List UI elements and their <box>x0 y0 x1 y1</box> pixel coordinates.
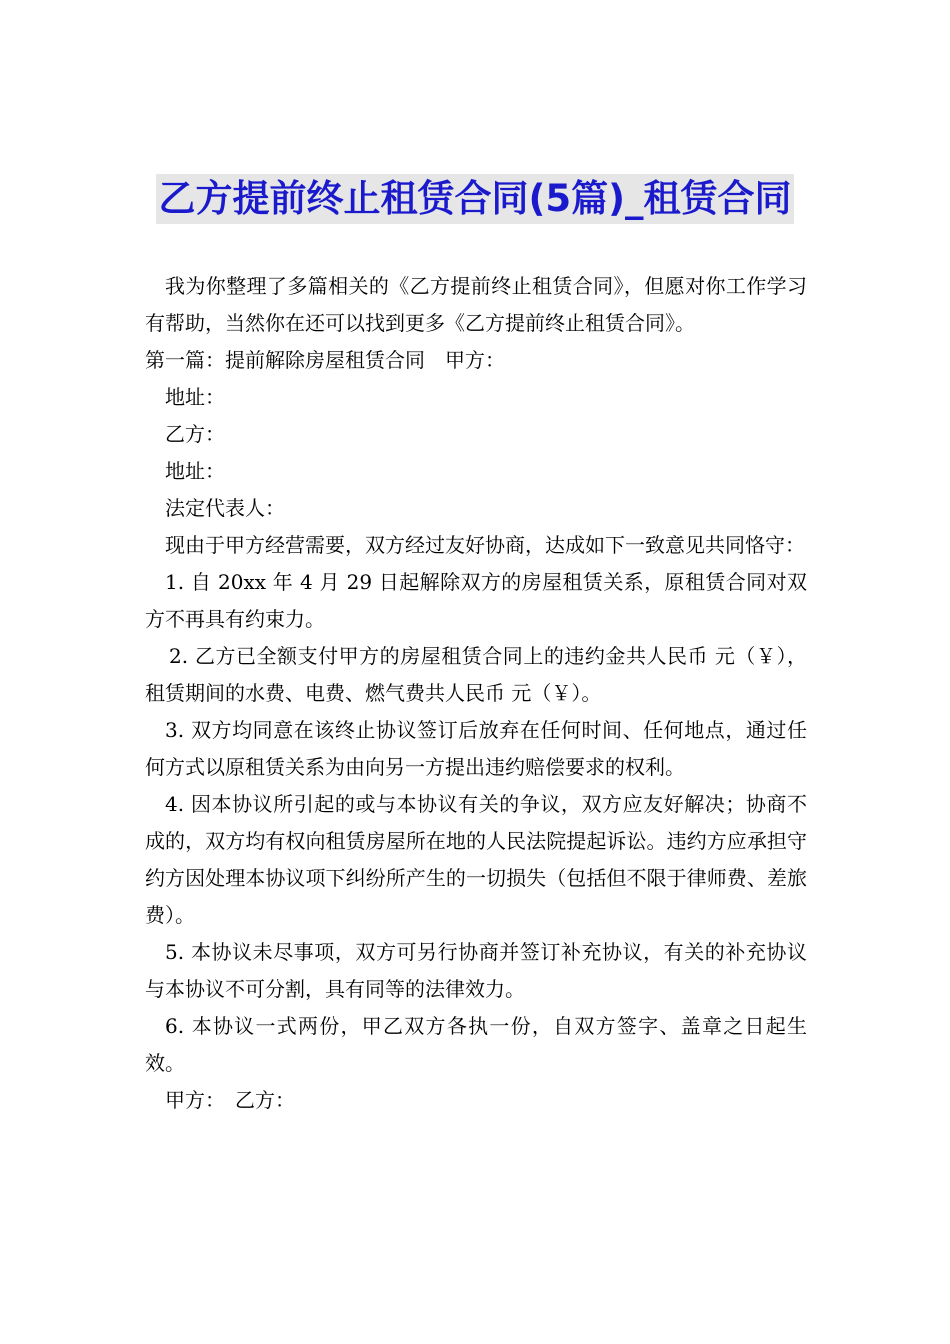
title-wrapper <box>0 174 950 224</box>
party-a-address: 地址： <box>165 385 225 409</box>
signature-line: 甲方： 乙方： <box>165 1088 295 1112</box>
clause-4: 4. 因本协议所引起的或与本协议有关的争议，双方应友好解决；协商不成的，双方均有权向租赁房屋所在地的人民法院提起诉讼。违约方应承担守约方因处理本协议项下纠纷所产生的一切损失（包括但不限于律师费、差旅费）。 <box>145 792 807 927</box>
party-b-label: 乙方： <box>165 422 225 446</box>
preamble-paragraph: 现由于甲方经营需要，双方经过友好协商，达成如下一致意见共同恪守： <box>165 533 805 557</box>
clause-5: 5. 本协议未尽事项，双方可另行协商并签订补充协议，有关的补充协议与本协议不可分割，具有同等的法律效力。 <box>145 940 807 1001</box>
document-title: 乙方提前终止租赁合同(5篇)_租赁合同 <box>156 174 793 224</box>
clause-3: 3. 双方均同意在该终止协议签订后放弃在任何时间、任何地点，通过任何方式以原租赁关系为由向另一方提出违约赔偿要求的权利。 <box>145 718 807 779</box>
party-b-address: 地址： <box>165 459 225 483</box>
section-heading: 第一篇：提前解除房屋租赁合同 甲方： <box>145 348 505 372</box>
document-body <box>145 268 807 1119</box>
clause-6: 6. 本协议一式两份，甲乙双方各执一份，自双方签字、盖章之日起生效。 <box>145 1014 807 1075</box>
clause-2: 2. 乙方已全额支付甲方的房屋租赁合同上的违约金共人民币 元（￥），租赁期间的水费、电费、燃气费共人民币 元（￥）。 <box>145 644 807 705</box>
legal-representative: 法定代表人： <box>165 496 285 520</box>
intro-paragraph: 我为你整理了多篇相关的《乙方提前终止租赁合同》，但愿对你工作学习有帮助，当然你在还可以找到更多《乙方提前终止租赁合同》。 <box>145 274 807 335</box>
clause-1: 1. 自 20xx 年 4 月 29 日起解除双方的房屋租赁关系，原租赁合同对双方不再具有约束力。 <box>145 570 807 631</box>
